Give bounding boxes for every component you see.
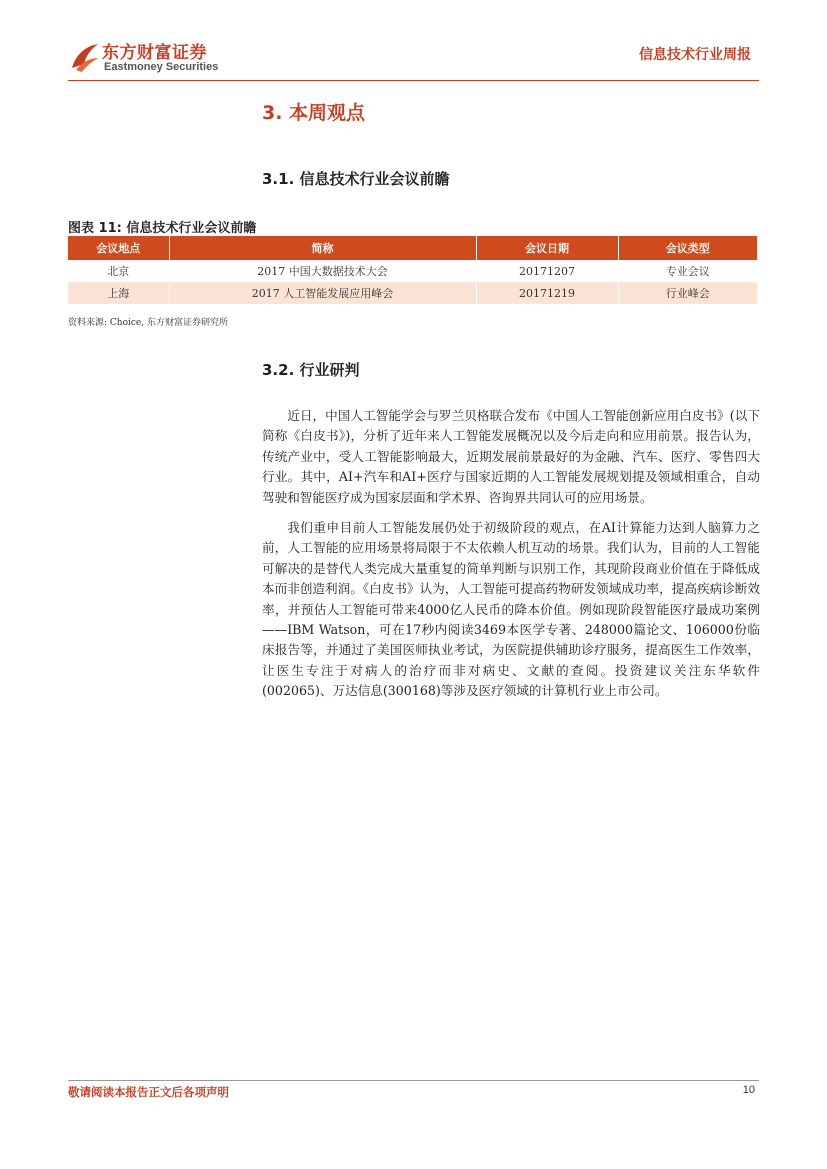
eastmoney-logo-icon (68, 40, 102, 74)
subsection-title-conference: 3.1. 信息技术行业会议前瞻 (262, 170, 450, 188)
figure-source: 资料来源: Choice, 东方财富证券研究所 (68, 318, 228, 328)
header-divider (68, 80, 759, 81)
conference-table (68, 236, 757, 304)
figure-title: 图表 11: 信息技术行业会议前瞻 (68, 221, 257, 236)
cell-type: 专业会议 (665, 265, 710, 278)
table-row (68, 282, 757, 304)
cell-date: 20171207 (476, 260, 618, 282)
section-title: 3. 本周观点 (262, 102, 366, 124)
footer-disclaimer: 敬请阅读本报告正文后各项声明 (68, 1085, 229, 1099)
table-row (68, 260, 757, 282)
report-type-label: 信息技术行业周报 (639, 47, 751, 63)
table-header-row (68, 236, 757, 260)
body-paragraph-1: 近日，中国人工智能学会与罗兰贝格联合发布《中国人工智能创新应用白皮书》(以下简称《白皮书》)，分析了近年来人工智能发展概况以及今后走向和应用前景。报告认为，传统产业中，受人工智能影响最大，近期发展前景最好的为金融、汽车、医疗、零售四大行业。其中，AI+汽车和AI+医疗与国家近期的人工智能发展规划提及领域相重合，自动驾驶和智能医疗成为国家层面和学术界、咨询界共同认可的应用场景。 (262, 408, 760, 505)
brand-name-en: Eastmoney Securities (104, 61, 219, 73)
column-header-location: 会议地点 (68, 236, 169, 260)
page-number: 10 (742, 1084, 755, 1096)
cell-name: 2017 中国大数据技术大会 (169, 260, 476, 282)
brand-name-cn: 东方财富证券 (102, 43, 207, 63)
cell-location: 上海 (68, 282, 169, 304)
subsection-title-research: 3.2. 行业研判 (262, 361, 360, 379)
column-header-date: 会议日期 (476, 236, 618, 260)
cell-name: 2017 人工智能发展应用峰会 (169, 282, 476, 304)
cell-type: 行业峰会 (618, 282, 757, 304)
footer-divider (68, 1080, 759, 1081)
cell-location: 北京 (68, 260, 169, 282)
eastmoney-logo (68, 38, 238, 78)
column-header-type: 会议类型 (618, 236, 757, 260)
column-header-name: 简称 (169, 236, 476, 260)
body-paragraph-2: 我们重申目前人工智能发展仍处于初级阶段的观点，在AI计算能力达到人脑算力之前，人工智能的应用场景将局限于不太依赖人机互动的场景。我们认为，目前的人工智能可解决的是替代人类完成大量重复的简单判断与识别工作，其现阶段商业价值在于降低成本而非创造利润。《白皮书》认为，人工智能可提高药物研发领域成功率，提高疾病诊断效率，并预估人工智能可带来4000亿人民币的降本价值。例如现阶段智能医疗最成功案例——IBM Watson，可在17秒内阅读3469本医学专著、248000篇论文、106000份临床报告等，并通过了美国医师执业考试，为医院提供辅助诊疗服务，提高医生工作效率，让医生专注于对病人的治疗而非对病史、文献的查阅。投资建议关注东华软件(002065)、万达信息(300168)等涉及医疗领域的计算机行业上市公司。 (262, 520, 760, 699)
cell-date: 20171219 (476, 282, 618, 304)
